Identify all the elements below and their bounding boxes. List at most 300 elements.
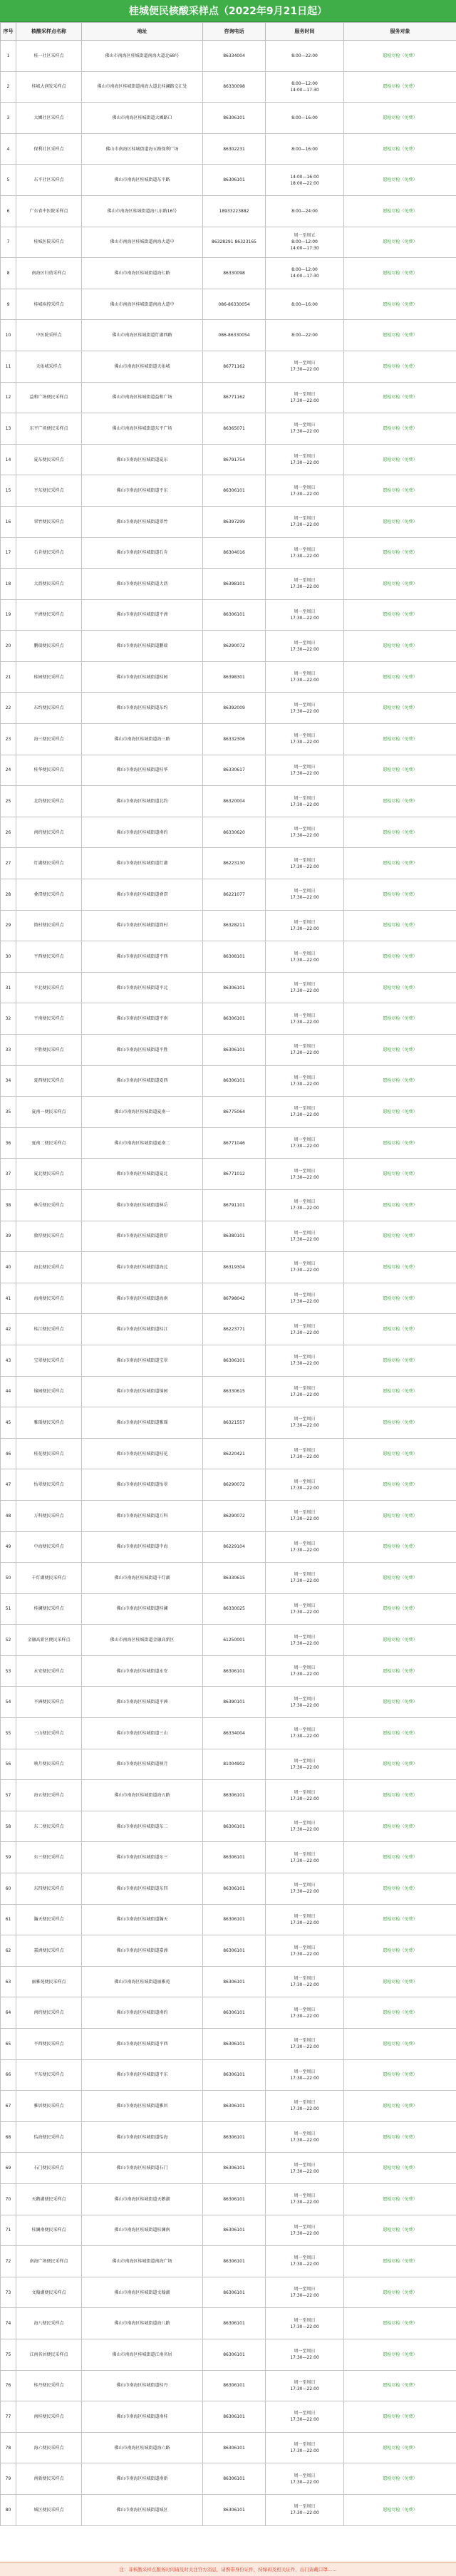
cell-target: 愿检尽检（免费） [344,1314,456,1345]
cell-address: 佛山市南海区桂城街道桂花 [82,1438,203,1469]
cell-address: 佛山市南海区桂城街道桂园 [82,661,203,693]
cell-phone: 86306101 [203,2091,266,2122]
cell-target: 愿检尽检（免费） [344,1159,456,1190]
cell-name: 叠滘便民采样点 [16,879,82,911]
cell-hours: 周一至周日 17:30—22:00 [266,1687,344,1718]
cell-phone: 86306101 [203,599,266,631]
cell-address: 佛山市南海区桂城街道桂澜南 [82,2215,203,2246]
cell-address: 佛山市南海区桂城街道简村 [82,910,203,941]
cell-address: 佛山市南海区桂城街道海南 [82,1283,203,1314]
cell-hours: 周一至周日 17:30—22:00 [266,506,344,537]
cell-index: 6 [1,195,16,227]
cell-address: 佛山市南海区桂城街道海八东路16号 [82,195,203,227]
cell-hours: 周一至周日 17:30—22:00 [266,444,344,475]
cell-phone: 86306101 [203,2308,266,2339]
cell-phone: 86330617 [203,755,266,786]
cell-index: 68 [1,2121,16,2153]
table-row [1,351,456,382]
cell-target: 愿检尽检（免费） [344,1283,456,1314]
cell-name: 丽雅苑便民采样点 [16,1966,82,1997]
cell-hours: 周一至周日 17:30—22:00 [266,475,344,507]
cell-name: 平西便民采样点 [16,941,82,973]
header-target: 服务对象 [344,23,456,41]
cell-phone: 86334004 [203,1718,266,1749]
cell-address: 佛山市南海区桂城街道城区 [82,2494,203,2525]
cell-index: 55 [1,1718,16,1749]
cell-name: 映月便民采样点 [16,1749,82,1780]
table-row [1,2494,456,2525]
cell-index: 48 [1,1500,16,1531]
cell-index: 24 [1,755,16,786]
cell-name: 南约便民采样点 [16,817,82,848]
cell-address: 佛山市南海区桂城街道平洲 [82,1687,203,1718]
cell-phone: 86306101 [203,2463,266,2495]
table-row [1,1593,456,1625]
cell-index: 42 [1,1314,16,1345]
cell-target: 愿检尽检（免费） [344,1687,456,1718]
cell-target: 愿检尽检（免费） [344,2277,456,2308]
cell-address: 佛山市南海区桂城街道丽雅苑 [82,1966,203,1997]
cell-address: 佛山市南海区桂城街道南海大道中 [82,289,203,320]
cell-index: 37 [1,1159,16,1190]
cell-address: 佛山市南海区桂城街道南海大道北68号 [82,41,203,72]
table-row [1,817,456,848]
cell-target: 愿检尽检（免费） [344,1003,456,1035]
cell-target: 愿检尽检（免费） [344,2121,456,2153]
table-row [1,195,456,227]
cell-target: 愿检尽检（免费） [344,1593,456,1625]
cell-index: 66 [1,2059,16,2091]
table-row [1,1966,456,1997]
cell-phone: 86392009 [203,693,266,724]
cell-target: 愿检尽检（免费） [344,1749,456,1780]
cell-target: 愿检尽检（免费） [344,320,456,351]
cell-name: 石门便民采样点 [16,2153,82,2184]
cell-target: 愿检尽检（免费） [344,1655,456,1687]
table-row [1,1376,456,1407]
cell-address: 佛山市南海区桂城街道桂澜 [82,1593,203,1625]
cell-target: 愿检尽检（免费） [344,599,456,631]
cell-target: 愿检尽检（免费） [344,1097,456,1128]
cell-target: 愿检尽检（免费） [344,786,456,817]
cell-address: 佛山市南海区桂城街道东三 [82,1842,203,1873]
cell-phone: 86771012 [203,1159,266,1190]
cell-address: 佛山市南海区桂城街道桂华 [82,755,203,786]
cell-name: 夏南一便民采样点 [16,1097,82,1128]
cell-hours: 周一至周日 17:30—22:00 [266,1438,344,1469]
cell-address: 佛山市南海区桂城街道林岳 [82,1189,203,1221]
cell-hours: 周一至周五 8:00—12:00 14:00—17:30 [266,227,344,258]
cell-index: 49 [1,1531,16,1563]
cell-phone: 86306101 [203,2370,266,2401]
cell-address: 佛山市南海区桂城街道东平广场 [82,413,203,445]
cell-hours: 周一至周日 17:30—22:00 [266,631,344,662]
cell-target: 愿检尽检（免费） [344,724,456,755]
table-row [1,1003,456,1035]
cell-index: 36 [1,1127,16,1159]
cell-address: 佛山市南海区桂城街道南海广场 [82,2246,203,2277]
cell-address: 佛山市南海区桂城街道鹏瑞 [82,631,203,662]
cell-target: 愿检尽检（免费） [344,1469,456,1501]
cell-target: 愿检尽检（免费） [344,1780,456,1811]
cell-phone: 86330098 [203,258,266,289]
table-row [1,972,456,1003]
cell-phone: 86306101 [203,1904,266,1935]
cell-hours: 周一至周日 17:30—22:00 [266,351,344,382]
cell-phone: 86304016 [203,537,266,569]
cell-name: 三山便民采样点 [16,1718,82,1749]
cell-address: 佛山市南海区桂城街道海六路 [82,2432,203,2463]
cell-name: 海南便民采样点 [16,1283,82,1314]
cell-index: 31 [1,972,16,1003]
cell-phone: 86791754 [203,444,266,475]
cell-address: 佛山市南海区桂城街道海五路 [82,1780,203,1811]
cell-phone: 86771162 [203,382,266,413]
cell-hours: 周一至周日 17:30—22:00 [266,1469,344,1501]
table-row [1,848,456,879]
table-row [1,1252,456,1283]
cell-name: 海六便民采样点 [16,2432,82,2463]
cell-target: 愿检尽检（免费） [344,1563,456,1594]
cell-target: 愿检尽检（免费） [344,227,456,258]
cell-name: 平东便民采样点 [16,2059,82,2091]
cell-target: 愿检尽检（免费） [344,848,456,879]
table-row [1,1314,456,1345]
table-row [1,2277,456,2308]
cell-phone: 86771162 [203,351,266,382]
cell-name: 东约便民采样点 [16,693,82,724]
table-row [1,2121,456,2153]
table-row [1,661,456,693]
cell-target: 愿检尽检（免费） [344,910,456,941]
table-row [1,1345,456,1376]
cell-phone: 86306101 [203,103,266,134]
cell-phone: 86290072 [203,631,266,662]
cell-phone: 86290072 [203,1469,266,1501]
cell-hours: 周一至周日 17:30—22:00 [266,2059,344,2091]
cell-name: 中医院采样点 [16,320,82,351]
cell-target: 愿检尽检（免费） [344,506,456,537]
table-row [1,1780,456,1811]
cell-index: 10 [1,320,16,351]
cell-name: 桂丹便民采样点 [16,2370,82,2401]
table-row [1,1189,456,1221]
cell-address: 佛山市南海区桂城街道平东 [82,2059,203,2091]
cell-hours: 周一至周日 17:30—22:00 [266,1500,344,1531]
table-row [1,1283,456,1314]
cell-hours: 周一至周日 17:30—22:00 [266,413,344,445]
cell-hours: 周一至周日 17:30—22:00 [266,2183,344,2215]
cell-index: 8 [1,258,16,289]
table-row [1,2246,456,2277]
cell-hours: 周一至周日 17:30—22:00 [266,2370,344,2401]
header-name: 核酸采样点名称 [16,23,82,41]
cell-name: 桂江便民采样点 [16,1314,82,1345]
table-row [1,2091,456,2122]
cell-address: 佛山市南海区桂城街道益和广场 [82,382,203,413]
cell-address: 佛山市南海区桂城街道江南名居 [82,2339,203,2370]
cell-index: 23 [1,724,16,755]
table-row [1,1407,456,1439]
cell-address: 佛山市南海区桂城街道金融高新区 [82,1625,203,1656]
cell-address: 佛山市南海区桂城街道平北 [82,972,203,1003]
cell-target: 愿检尽检（免费） [344,972,456,1003]
cell-name: 东二便民采样点 [16,1811,82,1842]
page-title: 桂城便民核酸采样点（2022年9月21日起） [0,0,456,22]
sampling-points-table [0,22,456,2526]
table-row [1,879,456,911]
table-row [1,2432,456,2463]
cell-target: 愿检尽检（免费） [344,2370,456,2401]
cell-address: 佛山市南海区桂城街道宝翠 [82,1345,203,1376]
cell-name: 南约便民采样点 [16,1997,82,2029]
header-index: 序号 [1,23,16,41]
cell-hours: 周一至周日 17:30—22:00 [266,1935,344,1967]
cell-phone: 086-86330054 [203,289,266,320]
cell-target: 愿检尽检（免费） [344,1189,456,1221]
cell-target: 愿检尽检（免费） [344,2215,456,2246]
cell-index: 78 [1,2432,16,2463]
cell-name: 天佑城采样点 [16,351,82,382]
cell-address: 佛山市南海区桂城街道嘉洲 [82,1935,203,1967]
table-row [1,1221,456,1252]
cell-hours: 周一至周日 17:30—22:00 [266,2029,344,2060]
cell-index: 7 [1,227,16,258]
cell-name: 桂城医院采样点 [16,227,82,258]
cell-name: 南新便民采样点 [16,2463,82,2495]
table-row [1,1718,456,1749]
cell-index: 54 [1,1687,16,1718]
table-row [1,1811,456,1842]
cell-hours: 周一至周日 17:30—22:00 [266,1189,344,1221]
table-row [1,71,456,103]
cell-address: 佛山市南海区桂城街道夏南二 [82,1127,203,1159]
cell-hours: 14:00—16:00 18:00—22:00 [266,165,344,196]
cell-address: 佛山市南海区桂城街道海五路保利广场 [82,133,203,165]
cell-address: 佛山市南海区桂城街道南约 [82,1997,203,2029]
cell-phone: 81004902 [203,1749,266,1780]
cell-name: 东三便民采样点 [16,1842,82,1873]
table-row [1,2370,456,2401]
cell-hours: 周一至周日 17:30—22:00 [266,1749,344,1780]
cell-target: 愿检尽检（免费） [344,382,456,413]
cell-phone: 86330615 [203,1563,266,1594]
cell-target: 愿检尽检（免费） [344,71,456,103]
cell-target: 愿检尽检（免费） [344,258,456,289]
cell-target: 愿检尽检（免费） [344,475,456,507]
table-row [1,1531,456,1563]
cell-index: 77 [1,2401,16,2433]
cell-address: 佛山市南海区桂城街道平东 [82,475,203,507]
cell-hours: 周一至周日 17:30—22:00 [266,2494,344,2525]
cell-hours: 8:00—16:00 [266,289,344,320]
cell-name: 石肯便民采样点 [16,537,82,569]
cell-hours: 周一至周日 17:30—22:00 [266,1625,344,1656]
table-row [1,1127,456,1159]
cell-index: 52 [1,1625,16,1656]
cell-target: 愿检尽检（免费） [344,661,456,693]
table-row [1,569,456,600]
cell-target: 愿检尽检（免费） [344,2059,456,2091]
table-row [1,103,456,134]
cell-index: 73 [1,2277,16,2308]
cell-name: 益和广场便民采样点 [16,382,82,413]
table-row [1,1873,456,1905]
table-row [1,227,456,258]
cell-name: 文翰湖便民采样点 [16,2277,82,2308]
cell-hours: 周一至周日 17:30—22:00 [266,1097,344,1128]
cell-phone: 86306101 [203,1345,266,1376]
cell-index: 50 [1,1563,16,1594]
cell-address: 佛山市南海区桂城街道灯湖 [82,848,203,879]
cell-index: 32 [1,1003,16,1035]
table-row [1,165,456,196]
cell-phone: 86306101 [203,1842,266,1873]
cell-phone: 86380101 [203,1221,266,1252]
cell-target: 愿检尽检（免费） [344,879,456,911]
cell-index: 70 [1,2183,16,2215]
cell-address: 佛山市南海区桂城街道夏西 [82,1065,203,1097]
cell-target: 愿检尽检（免费） [344,1904,456,1935]
cell-index: 16 [1,506,16,537]
cell-target: 愿检尽检（免费） [344,569,456,600]
cell-hours: 周一至周日 17:30—22:00 [266,879,344,911]
table-row [1,382,456,413]
cell-hours: 8:00—12:00 14:00—17:30 [266,71,344,103]
cell-hours: 周一至周日 17:30—22:00 [266,569,344,600]
cell-phone: 86328291 86323165 [203,227,266,258]
cell-hours: 周一至周日 17:30—22:00 [266,599,344,631]
cell-phone: 86306101 [203,972,266,1003]
cell-address: 佛山市南海区桂城街道南海大道中 [82,227,203,258]
header-phone: 咨询电话 [203,23,266,41]
table-row [1,1500,456,1531]
cell-address: 佛山市南海区桂城街道怡翠 [82,1469,203,1501]
cell-name: 海三便民采样点 [16,724,82,755]
cell-name: 广东省中医院采样点 [16,195,82,227]
table-row [1,599,456,631]
cell-phone: 86306101 [203,1997,266,2029]
table-row [1,1035,456,1066]
cell-name: 平东便民采样点 [16,475,82,507]
cell-name: 中海便民采样点 [16,1531,82,1563]
cell-hours: 周一至周日 17:30—22:00 [266,661,344,693]
cell-index: 4 [1,133,16,165]
cell-name: 金融高新区便民采样点 [16,1625,82,1656]
cell-name: 永安便民采样点 [16,1655,82,1687]
cell-target: 愿检尽检（免费） [344,1065,456,1097]
cell-name: 夏东便民采样点 [16,444,82,475]
table-row [1,1563,456,1594]
cell-index: 75 [1,2339,16,2370]
cell-name: 天鹅湖便民采样点 [16,2183,82,2215]
cell-phone: 86306101 [203,1811,266,1842]
cell-address: 佛山市南海区桂城街道东平路 [82,165,203,196]
cell-phone: 86306101 [203,1655,266,1687]
cell-target: 愿检尽检（免费） [344,165,456,196]
cell-index: 38 [1,1189,16,1221]
cell-target: 愿检尽检（免费） [344,1935,456,1967]
cell-index: 44 [1,1376,16,1407]
table-row [1,1159,456,1190]
cell-index: 14 [1,444,16,475]
cell-name: 怡海便民采样点 [16,2121,82,2153]
cell-hours: 周一至周日 17:30—22:00 [266,2215,344,2246]
cell-phone: 86223130 [203,848,266,879]
cell-address: 佛山市南海区桂城街道南桂 [82,2401,203,2433]
cell-index: 26 [1,817,16,848]
cell-target: 愿检尽检（免费） [344,2463,456,2495]
cell-hours: 周一至周日 17:30—22:00 [266,1997,344,2029]
cell-name: 大沥便民采样点 [16,569,82,600]
cell-name: 桂花便民采样点 [16,1438,82,1469]
cell-address: 佛山市南海区桂城街道石门 [82,2153,203,2184]
cell-name: 锦园便民采样点 [16,1376,82,1407]
cell-hours: 周一至周日 17:30—22:00 [266,1966,344,1997]
cell-phone: 86220421 [203,1438,266,1469]
cell-index: 39 [1,1221,16,1252]
cell-hours: 周一至周日 17:30—22:00 [266,755,344,786]
cell-target: 愿检尽检（免费） [344,2091,456,2122]
cell-name: 桂一社区采样点 [16,41,82,72]
cell-target: 愿检尽检（免费） [344,1997,456,2029]
cell-address: 佛山市南海区桂城街道夏南一 [82,1097,203,1128]
cell-target: 愿检尽检（免费） [344,1500,456,1531]
cell-index: 60 [1,1873,16,1905]
cell-index: 12 [1,382,16,413]
cell-target: 愿检尽检（免费） [344,2153,456,2184]
cell-index: 25 [1,786,16,817]
cell-target: 愿检尽检（免费） [344,631,456,662]
cell-address: 佛山市南海区桂城街道北约 [82,786,203,817]
cell-hours: 周一至周日 17:30—22:00 [266,537,344,569]
cell-address: 佛山市南海区桂城街道雅居 [82,2091,203,2122]
table-row [1,755,456,786]
cell-hours: 周一至周日 17:30—22:00 [266,2401,344,2433]
cell-address: 佛山市南海区桂城街道平西 [82,941,203,973]
cell-target: 愿检尽检（免费） [344,289,456,320]
cell-address: 佛山市南海区桂城街道南新 [82,2463,203,2495]
cell-target: 愿检尽检（免费） [344,1407,456,1439]
cell-phone: 86290072 [203,1500,266,1531]
cell-hours: 8:00—16:00 [266,133,344,165]
cell-index: 30 [1,941,16,973]
cell-address: 佛山市南海区桂城街道海北 [82,1252,203,1283]
table-row [1,1469,456,1501]
cell-hours: 周一至周日 17:30—22:00 [266,1811,344,1842]
cell-index: 71 [1,2215,16,2246]
cell-phone: 86330615 [203,1376,266,1407]
cell-hours: 周一至周日 17:30—22:00 [266,1904,344,1935]
table-row [1,2463,456,2495]
cell-phone: 86398301 [203,661,266,693]
cell-index: 21 [1,661,16,693]
cell-address: 佛山市南海区桂城街道大沥 [82,569,203,600]
cell-index: 45 [1,1407,16,1439]
cell-index: 3 [1,103,16,134]
cell-hours: 周一至周日 17:30—22:00 [266,1593,344,1625]
cell-address: 佛山市南海区桂城街道东四 [82,1873,203,1905]
cell-hours: 周一至周日 17:30—22:00 [266,2432,344,2463]
cell-index: 15 [1,475,16,507]
cell-phone: 86798042 [203,1283,266,1314]
cell-name: 林岳便民采样点 [16,1189,82,1221]
cell-hours: 周一至周日 17:30—22:00 [266,2463,344,2495]
cell-target: 愿检尽检（免费） [344,41,456,72]
cell-hours: 周一至周日 17:30—22:00 [266,1531,344,1563]
cell-address: 佛山市南海区桂城街道石肯 [82,537,203,569]
cell-address: 佛山市南海区桂城街道平南 [82,1003,203,1035]
